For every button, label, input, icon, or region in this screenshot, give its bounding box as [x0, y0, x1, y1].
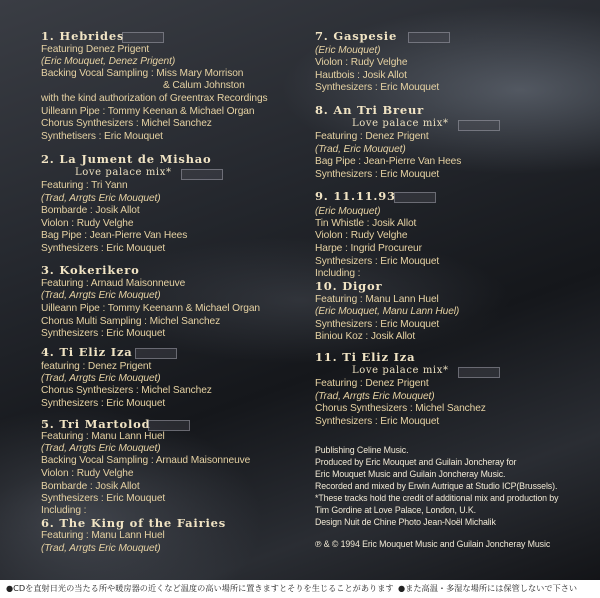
credit-line: Featuring : Manu Lann Huel	[315, 294, 439, 305]
left-credits-column	[0, 0, 300, 580]
production-credit: Produced by Eric Mouquet and Guilain Joncheray for	[315, 457, 517, 467]
track-8-title: 8. An Tri Breur	[315, 103, 424, 117]
credit-line: Bag Pipe : Jean-Pierre Van Hees	[315, 156, 462, 167]
credit-line: Biniou Koz : Josik Allot	[315, 331, 416, 342]
track-9-title: 9. 11.11.93	[315, 189, 396, 203]
mix-subtitle: Love palace mix*	[352, 365, 449, 376]
subtitle-ornament	[458, 120, 500, 131]
track-10-title: 10. Digor	[315, 279, 383, 293]
care-instructions-footer	[0, 580, 600, 598]
credit-line: Featuring : Manu Lann Huel	[41, 431, 165, 442]
composer-line: (Trad, Eric Mouquet)	[315, 144, 406, 155]
credit-line: Synthesizers : Eric Mouquet	[41, 398, 166, 409]
track-2-title: 2. La Jument de Mishao	[41, 152, 212, 166]
care-instruction-right: ●また高温・多湿な場所には保管しないで下さい	[398, 583, 578, 593]
composer-line: (Eric Mouquet)	[315, 45, 381, 56]
composer-line: (Trad, Arrgts Eric Mouquet)	[315, 391, 435, 402]
credit-line: Uilleann Pipe : Tommy Keenann & Michael Organ	[41, 303, 260, 314]
composer-line: (Trad, Arrgts Eric Mouquet)	[41, 443, 161, 454]
credit-line: Featuring : Tri Yann	[41, 180, 128, 191]
credit-line: Featuring : Denez Prigent	[315, 378, 429, 389]
title-ornament	[408, 32, 450, 43]
right-credits-column	[300, 0, 600, 580]
credit-line: Synthesizers : Eric Mouquet	[315, 256, 440, 267]
credit-line: Synthesizers : Eric Mouquet	[315, 169, 440, 180]
credit-line: Synthesizers : Eric Mouquet	[41, 243, 166, 254]
composer-line: (Trad, Arrgts Eric Mouquet)	[41, 193, 161, 204]
credit-line: Including :	[315, 268, 361, 279]
track-3-title: 3. Kokerikero	[41, 263, 140, 277]
composer-line: (Trad, Arrgts Eric Mouquet)	[41, 543, 161, 554]
track-4-title: 4. Ti Eliz Iza	[41, 345, 133, 359]
credit-line: Synthesizers : Eric Mouquet	[315, 319, 440, 330]
title-ornament	[394, 192, 436, 203]
title-ornament	[135, 348, 177, 359]
title-ornament	[148, 420, 190, 431]
production-credit: Design Nuit de Chine Photo Jean-Noël Michalik	[315, 517, 496, 527]
credit-line: Synthesizers : Eric Mouquet	[41, 493, 166, 504]
production-credit: Tim Gordine at Love Palace, London, U.K.	[315, 505, 476, 515]
credit-line: Bag Pipe : Jean-Pierre Van Hees	[41, 230, 188, 241]
credit-line: Violon : Rudy Velghe	[41, 218, 134, 229]
credit-line: Featuring : Arnaud Maisonneuve	[41, 278, 186, 289]
track-11-title: 11. Ti Eliz Iza	[315, 350, 416, 364]
credit-line: Featuring : Manu Lann Huel	[41, 530, 165, 541]
composer-line: (Eric Mouquet, Manu Lann Huel)	[315, 306, 460, 317]
credit-line: Chorus Multi Sampling : Michel Sanchez	[41, 316, 221, 327]
credit-line: featuring : Denez Prigent	[41, 361, 152, 372]
composer-line: (Eric Mouquet, Denez Prigent)	[41, 56, 176, 67]
credit-line: Synthesizers : Eric Mouquet	[315, 82, 440, 93]
production-credit: Recorded and mixed by Erwin Autrique at Studio ICP(Brussels).	[315, 481, 558, 491]
mix-subtitle: Love palace mix*	[75, 167, 172, 178]
subtitle-ornament	[181, 169, 223, 180]
credit-line: Chorus Synthesizers : Michel Sanchez	[41, 385, 212, 396]
production-credit: Eric Mouquet Music and Guilain Joncheray Music.	[315, 469, 506, 479]
credit-line: Violon : Rudy Velghe	[315, 230, 408, 241]
credit-line: Hautbois : Josik Allot	[315, 70, 407, 81]
copyright-notice: ℗ & © 1994 Eric Mouquet Music and Guilain Joncheray Music	[315, 539, 551, 549]
credit-line: Violon : Rudy Velghe	[315, 57, 408, 68]
composer-line: (Eric Mouquet)	[315, 206, 381, 217]
mix-subtitle: Love palace mix*	[352, 118, 449, 129]
subtitle-ornament	[458, 367, 500, 378]
credit-line: Harpe : Ingrid Procureur	[315, 243, 422, 254]
track-5-title: 5. Tri Martolod	[41, 417, 151, 431]
credit-line: Synthesizers : Eric Mouquet	[41, 328, 166, 339]
credit-line: Backing Vocal Sampling : Miss Mary Morrison	[41, 68, 244, 79]
track-1-title: 1. Hebrides	[41, 29, 125, 43]
credit-line: Uilleann Pipe : Tommy Keenan & Michael Organ	[41, 106, 255, 117]
credit-line: Bombarde : Josik Allot	[41, 205, 140, 216]
credit-line: Synthetisers : Eric Mouquet	[41, 131, 163, 142]
credit-line: Tin Whistle : Josik Allot	[315, 218, 417, 229]
credit-line: Synthesizers : Eric Mouquet	[315, 416, 440, 427]
credit-line: Including :	[41, 505, 87, 516]
credit-line: Chorus Synthesizers : Michel Sanchez	[315, 403, 486, 414]
track-7-title: 7. Gaspesie	[315, 29, 398, 43]
composer-line: (Trad, Arrgts Eric Mouquet)	[41, 290, 161, 301]
credit-line: Featuring : Denez Prigent	[315, 131, 429, 142]
track-6-title: 6. The King of the Fairies	[41, 516, 227, 530]
credit-line: Violon : Rudy Velghe	[41, 468, 134, 479]
care-instruction-left: ●CDを直射日光の当たる所や暖房器の近くなど温度の高い場所に置きますとそりを生じることがあります	[6, 583, 394, 593]
credit-line: Featuring Denez Prigent	[41, 44, 150, 55]
credit-line: Backing Vocal Sampling : Arnaud Maisonneuve	[41, 455, 251, 466]
credit-line: Chorus Synthesizers : Michel Sanchez	[41, 118, 212, 129]
credit-line: & Calum Johnston	[163, 80, 245, 91]
credit-line: Bombarde : Josik Allot	[41, 481, 140, 492]
composer-line: (Trad, Arrgts Eric Mouquet)	[41, 373, 161, 384]
credit-line: with the kind authorization of Greentrax Recordings	[41, 93, 268, 104]
title-ornament	[122, 32, 164, 43]
production-credit: *These tracks hold the credit of additional mix and production by	[315, 493, 559, 503]
production-credit: Publishing Celine Music.	[315, 445, 409, 455]
